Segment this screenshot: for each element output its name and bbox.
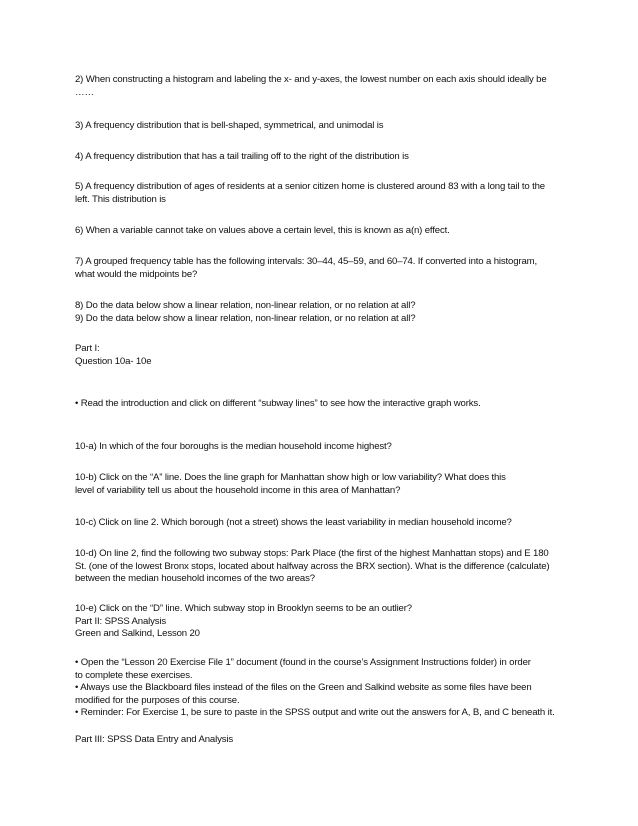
question-5 — [75, 181, 575, 206]
question-2 — [75, 74, 575, 99]
text-line: • Reminder: For Exercise 1, be sure to paste in the SPSS output and write out the answers for A, B, and C beneath it. — [75, 707, 555, 718]
question-10d — [75, 548, 575, 586]
text-line: Green and Salkind, Lesson 20 — [75, 628, 200, 639]
question-10c — [75, 517, 575, 530]
question-10e-part-2 — [75, 603, 575, 641]
questions-8-9 — [75, 300, 575, 325]
text-line: 10-e) Click on the “D” line. Which subway stop in Brooklyn seems to be an outlier? — [75, 603, 412, 614]
text-line: …… — [75, 86, 94, 98]
question-7 — [75, 256, 575, 281]
text-line: 10-c) Click on line 2. Which borough (not a street) shows the least variability in median household income? — [75, 517, 512, 528]
part-3-heading — [75, 734, 575, 747]
text-line: level of variability tell us about the household income in this area of Manhattan? — [75, 484, 401, 496]
text-line: Question 10a- 10e — [75, 355, 152, 367]
question-10a — [75, 441, 575, 454]
intro-bullet — [75, 398, 575, 411]
text-line: 10-b) Click on the “A” line. Does the line graph for Manhattan show high or low variability? What does this — [75, 472, 506, 483]
instructions-bullets — [75, 657, 575, 720]
text-line: 10-a) In which of the four boroughs is the median household income highest? — [75, 441, 392, 452]
text-line: 10-d) On line 2, find the following two subway stops: Park Place (the first of the highest Manhattan stops) and E 180 — [75, 548, 549, 559]
text-line: 2) When constructing a histogram and labeling the x- and y-axes, the lowest number on each axis should ideally be — [75, 74, 547, 85]
text-line: Part III: SPSS Data Entry and Analysis — [75, 734, 234, 745]
text-line: 4) A frequency distribution that has a tail trailing off to the right of the distribution is — [75, 151, 409, 162]
text-line: Part II: SPSS Analysis — [75, 615, 167, 627]
text-line: what would the midpoints be? — [75, 268, 198, 280]
question-4 — [75, 151, 575, 164]
text-line: between the median household incomes of the two areas? — [75, 573, 315, 584]
text-line: Part I: — [75, 343, 100, 354]
text-line: to complete these exercises. — [75, 669, 193, 681]
question-3 — [75, 120, 575, 133]
text-line: 9) Do the data below show a linear relation, non-linear relation, or no relation at all? — [75, 312, 416, 324]
text-line: modified for the purposes of this course. — [75, 694, 240, 706]
text-line: 3) A frequency distribution that is bell-shaped, symmetrical, and unimodal is — [75, 120, 384, 131]
text-line: left. This distribution is — [75, 193, 166, 205]
text-line: 7) A grouped frequency table has the following intervals: 30–44, 45–59, and 60–74. If converted into a histogram, — [75, 256, 537, 267]
text-line: • Always use the Blackboard files instead of the files on the Green and Salkind website as some files have been — [75, 682, 532, 693]
text-line: St. (one of the lowest Bronx stops, located about halfway across the BRX section). What is the difference (calculate) — [75, 560, 550, 572]
text-line: • Open the “Lesson 20 Exercise File 1” document (found in the course’s Assignment Instructions folder) in order — [75, 657, 531, 668]
question-6 — [75, 225, 575, 238]
text-line: 8) Do the data below show a linear relation, non-linear relation, or no relation at all? — [75, 300, 416, 311]
text-line: 6) When a variable cannot take on values above a certain level, this is known as a(n) effect. — [75, 225, 450, 236]
question-10b — [75, 472, 575, 497]
text-line: • Read the introduction and click on different “subway lines” to see how the interactive graph works. — [75, 398, 481, 409]
part-1-heading — [75, 343, 575, 368]
text-line: 5) A frequency distribution of ages of residents at a senior citizen home is clustered around 83 with a long tail to the — [75, 181, 545, 192]
